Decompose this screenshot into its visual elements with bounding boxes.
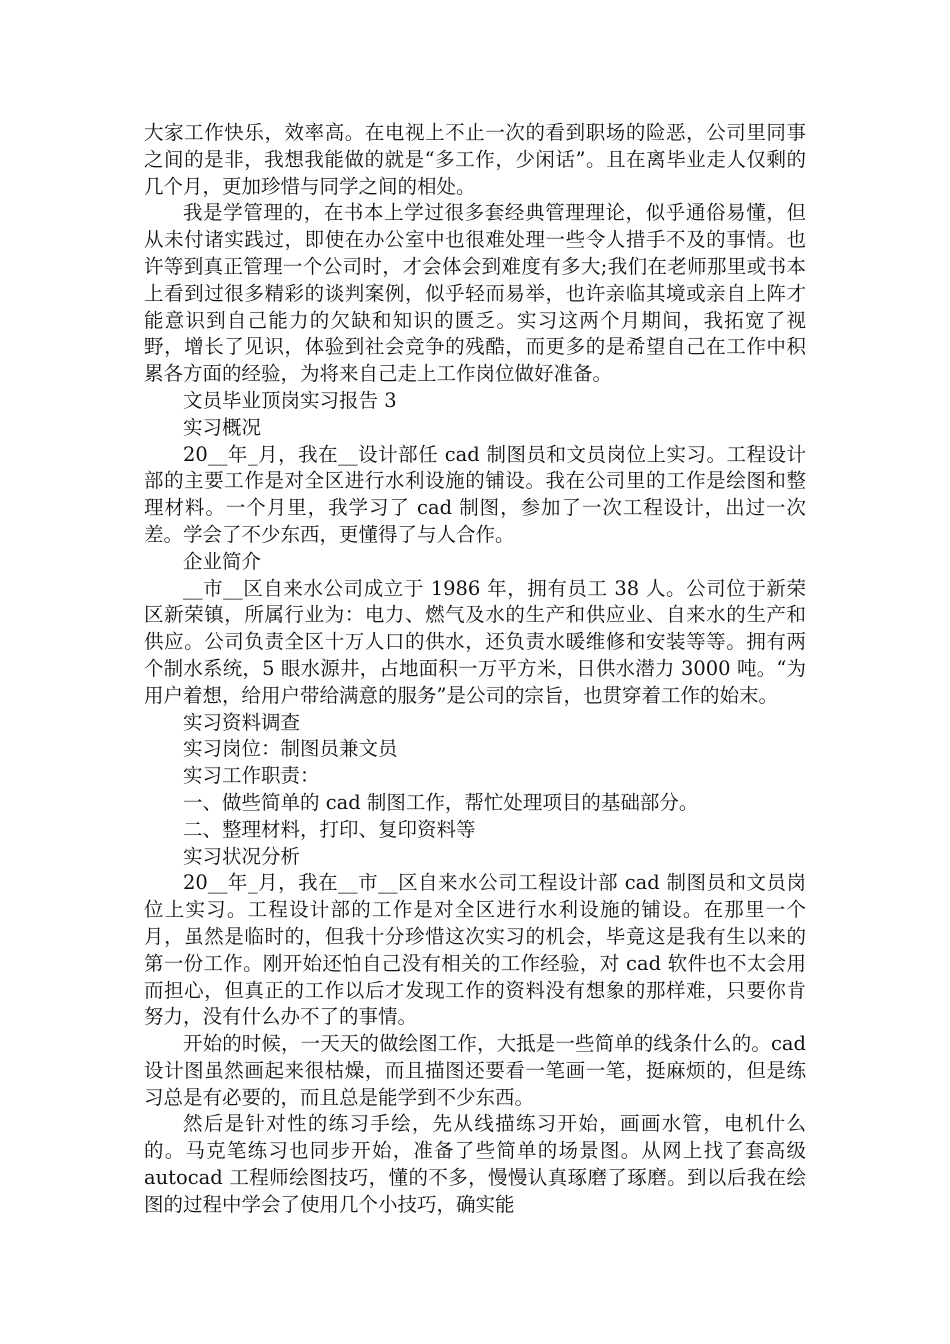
paragraph-situation-analysis: 20__年_月，我在__市__区自来水公司工程设计部 cad 制图员和文员岗位上实习。工程设计部的工作是对全区进行水利设施的铺设。在那里一个月，虽然是临时的，但我十分珍惜这次实习的机会，毕竟这是我有生以来的第一份工作。刚开始还怕自己没有相关的工作经验，对 cad 软件也不太会用而担心，但真正的工作以后才发现工作的资料没有想象的那样难，只要你肯努力，没有什么办不了的事情。	[144, 871, 806, 1029]
paragraph-company-profile: __市__区自来水公司成立于 1986 年，拥有员工 38 人。公司位于新荣区新荣镇，所属行业为：电力、燃气及水的生产和供应业、自来水的生产和供应。公司负责全区十万人口的供水，还负责水暖维修和安装等等。拥有两个制水系统，5 眼水源井，占地面积一万平方米，日供水潜力 3000 吨。“为用户着想，给用户带给满意的服务”是公司的宗旨，也贯穿着工作的始末。	[144, 576, 806, 707]
line-internship-position: 实习岗位：制图员兼文员	[183, 737, 398, 761]
heading-situation-analysis: 实习状况分析	[183, 844, 301, 868]
paragraph-drawing-start: 开始的时候，一天天的做绘图工作，大抵是一些简单的线条什么的。cad 设计图虽然画起来很枯燥，而且描图还要看一笔画一笔，挺麻烦的，但是练习总是有必要的，而且总是能学到不少东西。	[144, 1032, 806, 1109]
heading-internship-overview: 实习概况	[183, 415, 262, 439]
document-page	[144, 120, 806, 1219]
paragraph-overview: 20__年_月，我在__设计部任 cad 制图员和文员岗位上实习。工程设计部的主要工作是对全区进行水利设施的铺设。我在公司里的工作是绘图和整理材料。一个月里，我学习了 cad 制图，参加了一次工程设计，出过一次差。学会了不少东西，更懂得了与人合作。	[144, 442, 806, 546]
paragraph-hand-drawing: 然后是针对性的练习手绘，先从线描练习开始，画画水管，电机什么的。马克笔练习也同步开始，准备了些简单的场景图。从网上找了套高级 autocad 工程师绘图技巧，懂的不多，慢慢认真琢磨了琢磨。到以后我在绘图的过程中学会了使用几个小技巧，确实能	[144, 1112, 806, 1216]
list-item-duty-1: 一、做些简单的 cad 制图工作，帮忙处理项目的基础部分。	[183, 790, 699, 814]
line-duties-heading: 实习工作职责：	[183, 764, 320, 788]
paragraph-management-reflection: 我是学管理的，在书本上学过很多套经典管理理论，似乎通俗易懂，但从未付诸实践过，即使在办公室中也很难处理一些令人措手不及的事情。也许等到真正管理一个公司时，才会体会到难度有多大;我们在老师那里或书本上看到过很多精彩的谈判案例，似乎轻而易举，也许亲临其境或亲自上阵才能意识到自己能力的欠缺和知识的匮乏。实习这两个月期间，我拓宽了视野，增长了见识，体验到社会竞争的残酷，而更多的是希望自己在工作中积累各方面的经验，为将来自己走上工作岗位做好准备。	[144, 201, 806, 386]
list-item-duty-2: 二、整理材料，打印、复印资料等	[183, 817, 476, 841]
report-title: 文员毕业顶岗实习报告 3	[183, 388, 397, 412]
heading-internship-survey: 实习资料调查	[183, 710, 301, 734]
paragraph-continuation: 大家工作快乐，效率高。在电视上不止一次的看到职场的险恶，公司里同事之间的是非，我想我能做的就是“多工作，少闲话”。且在离毕业走人仅剩的几个月，更加珍惜与同学之间的相处。	[144, 121, 806, 198]
heading-company-profile: 企业简介	[183, 549, 262, 573]
